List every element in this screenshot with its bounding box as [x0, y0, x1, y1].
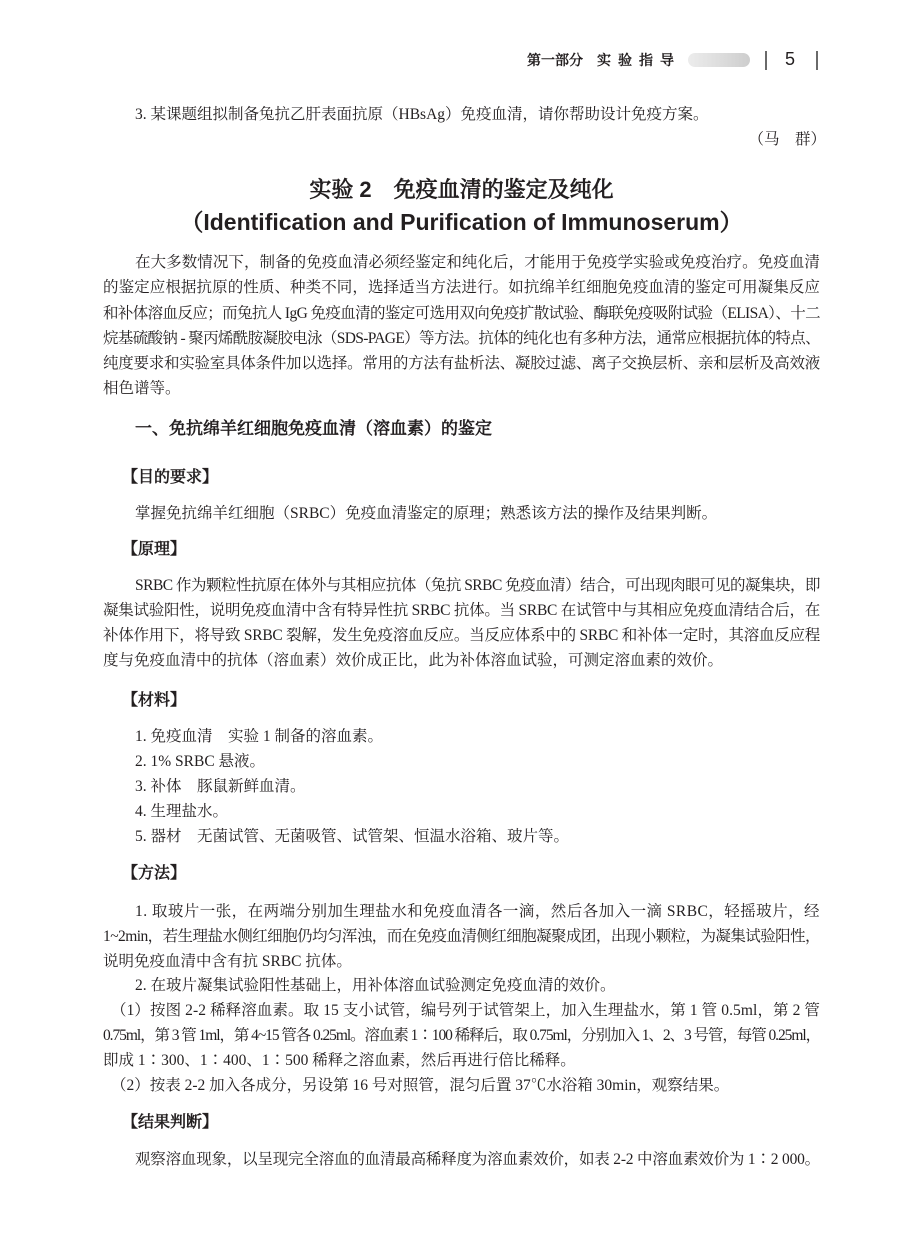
result-line: 观察溶血现象，以呈现完全溶血的血清最高稀释度为溶血素效价，如表 2-2 中溶血素效价为 1∶2 000。 — [135, 1151, 820, 1168]
method-line: 1~2min，若生理盐水侧红细胞仍均匀浑浊，而在免疫血清侧红细胞凝聚成团，出现小颗粒，为凝集试验阳性， — [103, 928, 820, 945]
materials-item: 5. 器材 无菌试管、无菌吸管、试管架、恒温水浴箱、玻片等。 — [135, 828, 570, 845]
method-label: 【方法】 — [122, 865, 187, 882]
method-line: 即成 1∶300、1∶400、1∶500 稀释之溶血素，然后再进行倍比稀释。 — [103, 1052, 576, 1069]
method-line: 1. 取玻片一张，在两端分别加生理盐水和免疫血清各一滴，然后各加入一滴 SRBC，轻摇玻片，经 — [135, 903, 820, 920]
principle-line: 补体作用下，将导致 SRBC 裂解，发生免疫溶血反应。当反应体系中的 SRBC 和补体一定时，其溶血反应程 — [103, 627, 820, 644]
method-line: （2）按表 2-2 加入各成分，另设第 16 号对照管，混匀后置 37℃水浴箱 30min，观察结果。 — [111, 1077, 730, 1094]
section-heading: 一、免抗绵羊红细胞免疫血清（溶血素）的鉴定 — [135, 419, 492, 438]
intro-line: 和补体溶血反应；而兔抗人 IgG 免疫血清的鉴定可选用双向免疫扩散试验、酶联免疫吸附试验（ELISA）、十二 — [103, 305, 820, 322]
experiment-title-english: （Identification and Purification of Immunoserum） — [180, 209, 743, 235]
intro-line: 在大多数情况下，制备的免疫血清必须经鉴定和纯化后，才能用于免疫学实验或免疫治疗。免疫血清 — [135, 254, 820, 271]
author-credit: （马 群） — [748, 131, 826, 148]
method-line: 0.75ml，第 3 管 1ml，第 4~15 管各 0.25ml。溶血素 1∶100 稀释后，取 0.75ml，分别加入 1、2、3 号管，每管 0.25ml， — [103, 1027, 820, 1044]
intro-line: 纯度要求和实验室具体条件加以选择。常用的方法有盐析法、凝胶过滤、离子交换层析、亲和层析及高效液 — [103, 355, 820, 372]
running-header-part: 第一部分 — [527, 52, 583, 68]
objective-label: 【目的要求】 — [122, 469, 219, 486]
method-line: 说明免疫血清中含有抗 SRBC 抗体。 — [103, 953, 352, 970]
exercise-item: 3. 某课题组拟制备兔抗乙肝表面抗原（HBsAg）免疫血清，请你帮助设计免疫方案。 — [135, 106, 709, 123]
header-divider-left — [765, 51, 767, 70]
principle-line: SRBC 作为颗粒性抗原在体外与其相应抗体（兔抗 SRBC 免疫血清）结合，可出现肉眼可见的凝集块，即 — [135, 577, 820, 594]
materials-item: 1. 免疫血清 实验 1 制备的溶血素。 — [135, 728, 384, 745]
objective-line: 掌握免抗绵羊红细胞（SRBC）免疫血清鉴定的原理；熟悉该方法的操作及结果判断。 — [135, 505, 718, 522]
principle-line: 度与免疫血清中的抗体（溶血素）效价成正比，此为补体溶血试验，可测定溶血素的效价。 — [103, 652, 724, 669]
materials-label: 【材料】 — [122, 692, 187, 709]
principle-label: 【原理】 — [122, 541, 187, 558]
principle-line: 凝集试验阳性，说明免疫血清中含有特异性抗 SRBC 抗体。当 SRBC 在试管中与其相应免疫血清结合后，在 — [103, 602, 820, 619]
materials-item: 4. 生理盐水。 — [135, 803, 229, 820]
result-label: 【结果判断】 — [122, 1114, 219, 1131]
intro-line: 烷基硫酸钠 - 聚丙烯酰胺凝胶电泳（SDS-PAGE）等方法。抗体的纯化也有多种方法，通常应根据抗体的特点、 — [103, 330, 820, 347]
intro-line: 的鉴定应根据抗原的性质、种类不同，选择适当方法进行。如抗绵羊红细胞免疫血清的鉴定可用凝集反应 — [103, 279, 820, 296]
method-line: （1）按图 2-2 稀释溶血素。取 15 支小试管，编号列于试管架上，加入生理盐水，第 1 管 0.5ml，第 2 管 — [111, 1002, 820, 1019]
experiment-title: 实验 2 免疫血清的鉴定及纯化 — [309, 177, 614, 202]
intro-line: 相色谱等。 — [103, 380, 181, 397]
page-number: 5 — [785, 49, 796, 69]
materials-item: 3. 补体 豚鼠新鲜血清。 — [135, 778, 306, 795]
method-line: 2. 在玻片凝集试验阳性基础上，用补体溶血试验测定免疫血清的效价。 — [135, 977, 616, 994]
header-divider-right — [816, 51, 818, 70]
running-header-title: 实验指导 — [597, 52, 681, 68]
header-ornament-bar — [688, 53, 750, 67]
materials-item: 2. 1% SRBC 悬液。 — [135, 753, 266, 770]
